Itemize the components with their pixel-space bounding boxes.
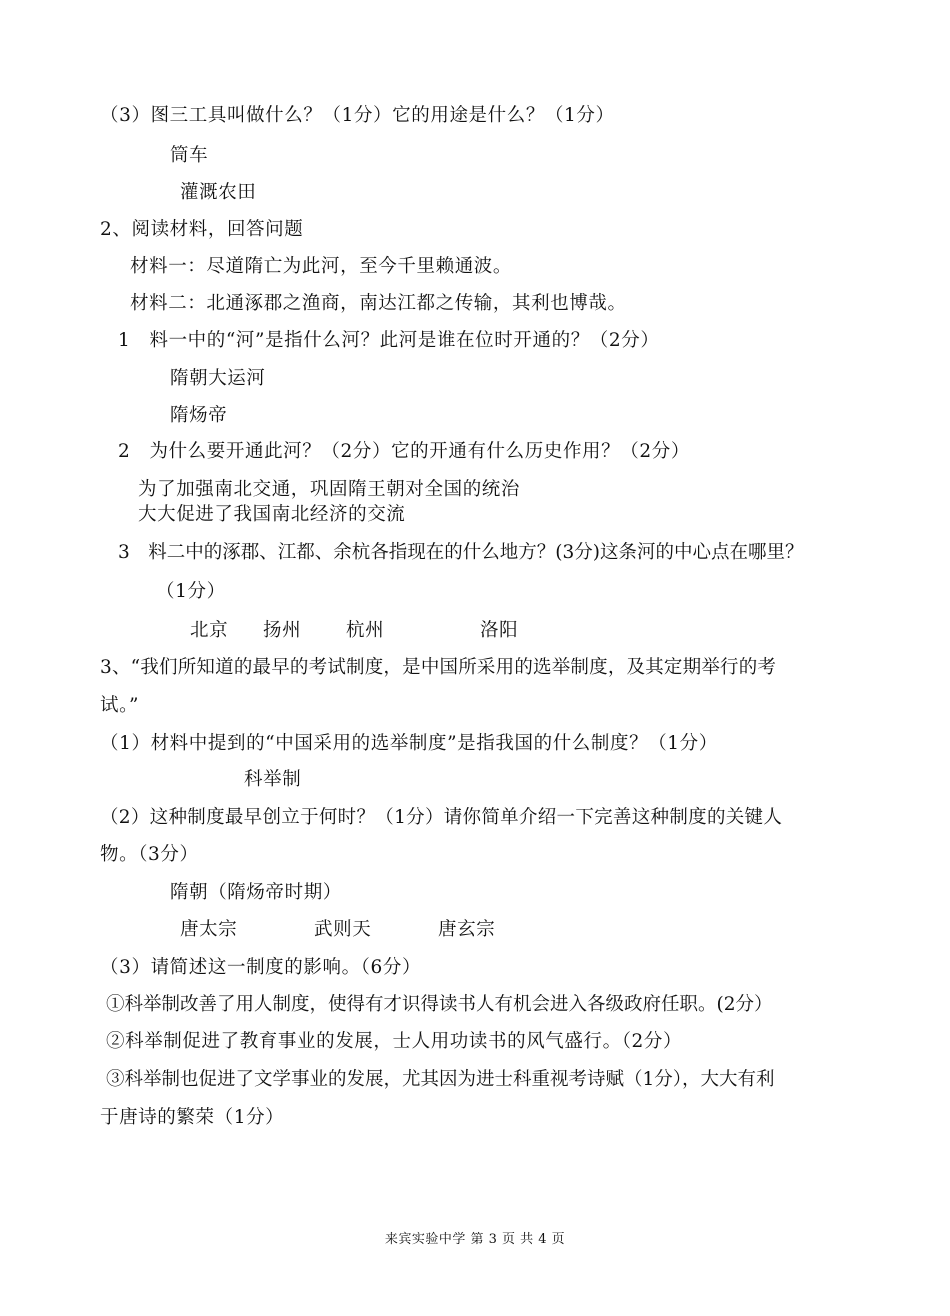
q2-sub1-question: 1 料一中的“河”是指什么河？此河是谁在位时开通的？（2分） <box>118 330 660 351</box>
q3-part3-point1: ①科举制改善了用人制度，使得有才识得读书人有机会进入各级政府任职。(2分） <box>106 994 773 1015</box>
q1-part3-question: （3）图三工具叫做什么？（1分）它的用途是什么？（1分） <box>100 105 615 126</box>
q3-part3-point3-line1: ③科举制也促进了文学事业的发展，尤其因为进士科重视考诗赋（1分），大大有利 <box>106 1069 775 1090</box>
q2-sub3-answer-yuhang: 杭州 <box>346 620 385 641</box>
q3-part3-point3-line2: 于唐诗的繁荣（1分） <box>100 1107 285 1128</box>
q3-part2-question-line2: 物。（3分） <box>100 844 199 865</box>
q2-material2: 材料二：北通涿郡之渔商，南达江都之传输，其利也博哉。 <box>130 293 627 314</box>
q2-material1: 材料一：尽道隋亡为此河，至今千里赖通波。 <box>130 256 513 277</box>
q3-part2-answer-person2: 武则天 <box>314 919 372 940</box>
q2-sub3-answer-zhuojun: 北京 <box>190 620 229 641</box>
q1-answer-use: 灌溉农田 <box>180 182 257 203</box>
q3-part2-answer-person3: 唐玄宗 <box>438 919 496 940</box>
q3-heading-line1: 3、“我们所知道的最早的考试制度，是中国所采用的选举制度，及其定期举行的考 <box>100 657 777 678</box>
q2-sub2-answer-reason: 为了加强南北交通，巩固隋王朝对全国的统治 <box>138 479 521 500</box>
q2-sub1-answer-emperor: 隋炀帝 <box>170 405 228 426</box>
q2-heading: 2、阅读材料，回答问题 <box>100 219 304 240</box>
q2-sub2-question: 2 为什么要开通此河？（2分）它的开通有什么历史作用？（2分） <box>118 441 690 462</box>
q2-sub3-answer-jiangdu: 扬州 <box>263 620 302 641</box>
q2-sub3-question-line1: 3 料二中的涿郡、江都、余杭各指现在的什么地方？(3分)这条河的中心点在哪里？ <box>118 542 804 563</box>
q2-sub2-answer-effect: 大大促进了我国南北经济的交流 <box>138 504 406 525</box>
q2-sub1-answer-river: 隋朝大运河 <box>170 368 266 389</box>
q2-sub3-question-line2: （1分） <box>156 581 226 602</box>
q3-part2-question-line1: （2）这种制度最早创立于何时？（1分）请你简单介绍一下完善这种制度的关键人 <box>100 807 783 828</box>
q2-sub3-answer-center: 洛阳 <box>480 620 519 641</box>
q3-part2-answer-person1: 唐太宗 <box>180 919 238 940</box>
q3-heading-line2: 试。” <box>100 695 140 716</box>
q3-part1-answer: 科举制 <box>244 769 302 790</box>
q3-part2-answer-time: 隋朝（隋炀帝时期） <box>170 882 342 903</box>
q3-part3-question: （3）请简述这一制度的影响。（6分） <box>100 957 422 978</box>
page-footer: 来宾实验中学 第 3 页 共 4 页 <box>384 1232 566 1247</box>
q3-part1-question: （1）材料中提到的“中国采用的选举制度”是指我国的什么制度？（1分） <box>100 733 718 754</box>
q3-part3-point2: ②科举制促进了教育事业的发展，士人用功读书的风气盛行。（2分） <box>106 1031 683 1052</box>
q1-answer-tool: 筒车 <box>170 145 209 166</box>
